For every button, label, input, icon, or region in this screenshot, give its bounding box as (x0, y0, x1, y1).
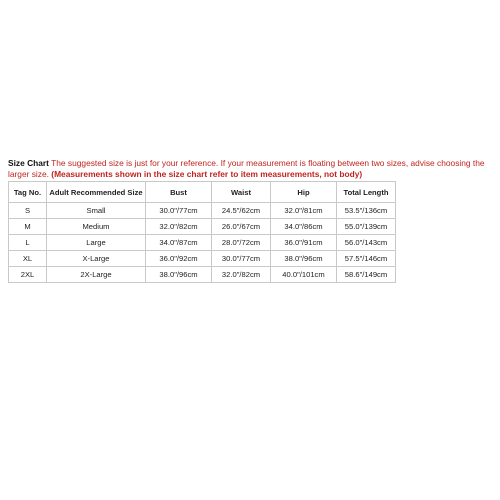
cell-waist: 32.0"/82cm (212, 267, 271, 283)
cell-length: 55.0"/139cm (337, 219, 396, 235)
cell-size: Large (47, 235, 146, 251)
cell-tag: S (9, 203, 47, 219)
header-waist: Waist (212, 182, 271, 203)
cell-bust: 38.0"/96cm (146, 267, 212, 283)
table-row (9, 251, 396, 267)
cell-waist: 26.0"/67cm (212, 219, 271, 235)
cell-waist: 30.0"/77cm (212, 251, 271, 267)
cell-hip: 40.0"/101cm (271, 267, 337, 283)
cell-tag: L (9, 235, 47, 251)
cell-length: 57.5"/146cm (337, 251, 396, 267)
size-chart-heading: Size Chart (8, 158, 49, 168)
cell-hip: 38.0"/96cm (271, 251, 337, 267)
header-hip: Hip (271, 182, 337, 203)
cell-waist: 24.5"/62cm (212, 203, 271, 219)
cell-waist: 28.0"/72cm (212, 235, 271, 251)
cell-tag: M (9, 219, 47, 235)
table-row (9, 235, 396, 251)
table-row (9, 267, 396, 283)
table-header-row (9, 182, 396, 203)
cell-tag: 2XL (9, 267, 47, 283)
size-advice-text: The suggested size is just for your reference. If your measurement is floating between two sizes, advise choosing the larger size. (8, 158, 485, 179)
cell-size: Medium (47, 219, 146, 235)
measurement-note: (Measurements shown in the size chart refer to item measurements, not body) (51, 169, 363, 179)
size-chart-table (8, 181, 396, 283)
size-chart-intro (8, 158, 492, 180)
header-adult-size: Adult Recommended Size (47, 182, 146, 203)
cell-bust: 30.0"/77cm (146, 203, 212, 219)
table-row (9, 203, 396, 219)
cell-length: 53.5"/136cm (337, 203, 396, 219)
header-tag-no: Tag No. (9, 182, 47, 203)
header-total-length: Total Length (337, 182, 396, 203)
cell-size: Small (47, 203, 146, 219)
cell-bust: 36.0"/92cm (146, 251, 212, 267)
cell-bust: 32.0"/82cm (146, 219, 212, 235)
cell-hip: 36.0"/91cm (271, 235, 337, 251)
cell-size: X-Large (47, 251, 146, 267)
cell-size: 2X-Large (47, 267, 146, 283)
cell-length: 58.6"/149cm (337, 267, 396, 283)
cell-hip: 34.0"/86cm (271, 219, 337, 235)
header-bust: Bust (146, 182, 212, 203)
cell-hip: 32.0"/81cm (271, 203, 337, 219)
cell-length: 56.0"/143cm (337, 235, 396, 251)
cell-bust: 34.0"/87cm (146, 235, 212, 251)
cell-tag: XL (9, 251, 47, 267)
table-row (9, 219, 396, 235)
